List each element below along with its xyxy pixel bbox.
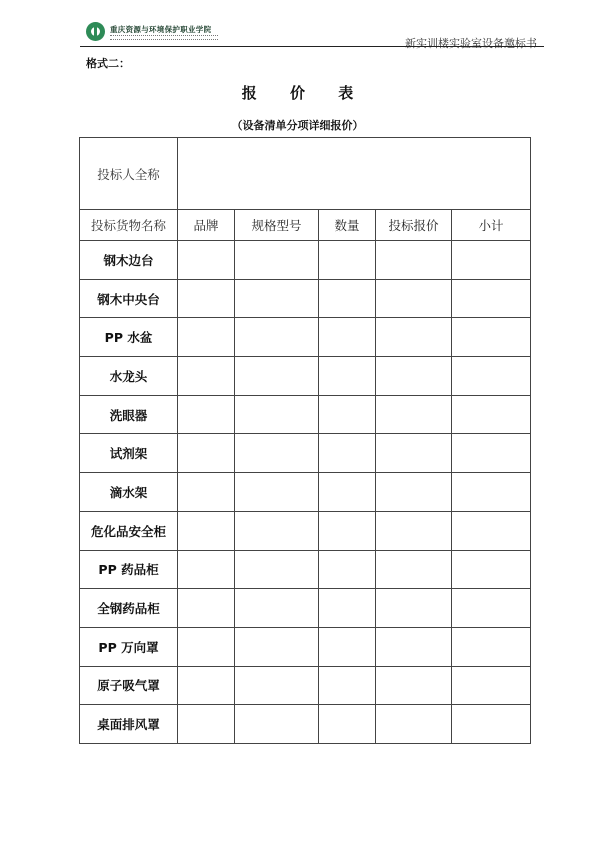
org-name-english-line [110, 35, 218, 40]
quantity-cell[interactable] [319, 511, 376, 550]
quote-table [79, 137, 531, 744]
quantity-cell[interactable] [319, 318, 376, 357]
item-name: PP 药品柜 [80, 550, 178, 589]
bidder-name-cell[interactable] [178, 138, 531, 210]
subtotal-cell[interactable] [452, 705, 531, 744]
table-row [80, 357, 531, 396]
spec-cell[interactable] [235, 318, 319, 357]
table-row [80, 473, 531, 512]
bid-price-cell[interactable] [376, 705, 452, 744]
table-row [80, 318, 531, 357]
table-row [80, 550, 531, 589]
brand-cell[interactable] [178, 395, 235, 434]
bid-price-cell[interactable] [376, 434, 452, 473]
bid-price-cell[interactable] [376, 550, 452, 589]
quantity-cell[interactable] [319, 241, 376, 280]
table-row [80, 434, 531, 473]
table-row [80, 627, 531, 666]
table-row [80, 705, 531, 744]
quantity-cell[interactable] [319, 550, 376, 589]
item-name: 危化品安全柜 [80, 511, 178, 550]
brand-cell[interactable] [178, 511, 235, 550]
item-name: 原子吸气罩 [80, 666, 178, 705]
brand-cell[interactable] [178, 357, 235, 396]
document-title: 新实训楼实验室设备邀标书 [405, 37, 537, 50]
subtotal-cell[interactable] [452, 279, 531, 318]
table-row [80, 395, 531, 434]
col-header-item-name: 投标货物名称 [80, 210, 178, 241]
quantity-cell[interactable] [319, 473, 376, 512]
table-row [80, 666, 531, 705]
bid-price-cell[interactable] [376, 279, 452, 318]
brand-cell[interactable] [178, 627, 235, 666]
spec-cell[interactable] [235, 357, 319, 396]
spec-cell[interactable] [235, 705, 319, 744]
item-name: PP 万向罩 [80, 627, 178, 666]
item-name: 水龙头 [80, 357, 178, 396]
subtotal-cell[interactable] [452, 473, 531, 512]
page-title: 报 价 表 [241, 84, 368, 102]
bid-price-cell[interactable] [376, 357, 452, 396]
item-name: 洗眼器 [80, 395, 178, 434]
brand-cell[interactable] [178, 279, 235, 318]
brand-cell[interactable] [178, 241, 235, 280]
spec-cell[interactable] [235, 589, 319, 628]
bid-price-cell[interactable] [376, 589, 452, 628]
quantity-cell[interactable] [319, 357, 376, 396]
brand-cell[interactable] [178, 434, 235, 473]
quantity-cell[interactable] [319, 395, 376, 434]
spec-cell[interactable] [235, 241, 319, 280]
item-name: 钢木边台 [80, 241, 178, 280]
subtotal-cell[interactable] [452, 550, 531, 589]
bid-price-cell[interactable] [376, 241, 452, 280]
page-subtitle: （设备清单分项详细报价） [231, 119, 364, 132]
bid-price-cell[interactable] [376, 318, 452, 357]
spec-cell[interactable] [235, 511, 319, 550]
bid-price-cell[interactable] [376, 511, 452, 550]
subtotal-cell[interactable] [452, 666, 531, 705]
college-logo-icon [86, 22, 105, 41]
subtotal-cell[interactable] [452, 434, 531, 473]
quantity-cell[interactable] [319, 627, 376, 666]
brand-cell[interactable] [178, 473, 235, 512]
subtotal-cell[interactable] [452, 318, 531, 357]
brand-cell[interactable] [178, 318, 235, 357]
bid-price-cell[interactable] [376, 473, 452, 512]
item-name: 试剂架 [80, 434, 178, 473]
quantity-cell[interactable] [319, 434, 376, 473]
brand-cell[interactable] [178, 550, 235, 589]
subtotal-cell[interactable] [452, 357, 531, 396]
format-label: 格式二： [86, 57, 130, 70]
spec-cell[interactable] [235, 434, 319, 473]
col-header-brand: 品牌 [178, 210, 235, 241]
header-row [80, 210, 531, 241]
spec-cell[interactable] [235, 666, 319, 705]
subtotal-cell[interactable] [452, 589, 531, 628]
quantity-cell[interactable] [319, 666, 376, 705]
bid-price-cell[interactable] [376, 666, 452, 705]
item-name: 钢木中央台 [80, 279, 178, 318]
subtotal-cell[interactable] [452, 395, 531, 434]
spec-cell[interactable] [235, 550, 319, 589]
brand-cell[interactable] [178, 705, 235, 744]
table-row [80, 279, 531, 318]
col-header-quantity: 数量 [319, 210, 376, 241]
spec-cell[interactable] [235, 279, 319, 318]
bidder-row [80, 138, 531, 210]
item-name: PP 水盆 [80, 318, 178, 357]
item-name: 滴水架 [80, 473, 178, 512]
spec-cell[interactable] [235, 395, 319, 434]
subtotal-cell[interactable] [452, 627, 531, 666]
subtotal-cell[interactable] [452, 241, 531, 280]
table-row [80, 589, 531, 628]
header-divider [80, 46, 544, 47]
quantity-cell[interactable] [319, 279, 376, 318]
item-name: 桌面排风罩 [80, 705, 178, 744]
quantity-cell[interactable] [319, 589, 376, 628]
brand-cell[interactable] [178, 589, 235, 628]
bid-price-cell[interactable] [376, 395, 452, 434]
col-header-spec: 规格型号 [235, 210, 319, 241]
item-name: 全钢药品柜 [80, 589, 178, 628]
table-row [80, 511, 531, 550]
quantity-cell[interactable] [319, 705, 376, 744]
table-row [80, 241, 531, 280]
col-header-bid-price: 投标报价 [376, 210, 452, 241]
spec-cell[interactable] [235, 473, 319, 512]
spec-cell[interactable] [235, 627, 319, 666]
brand-cell[interactable] [178, 666, 235, 705]
bid-price-cell[interactable] [376, 627, 452, 666]
subtotal-cell[interactable] [452, 511, 531, 550]
page-header [0, 0, 595, 50]
bidder-name-label: 投标人全称 [80, 138, 178, 210]
org-name: 重庆资源与环境保护职业学院 [110, 25, 212, 34]
col-header-subtotal: 小计 [452, 210, 531, 241]
